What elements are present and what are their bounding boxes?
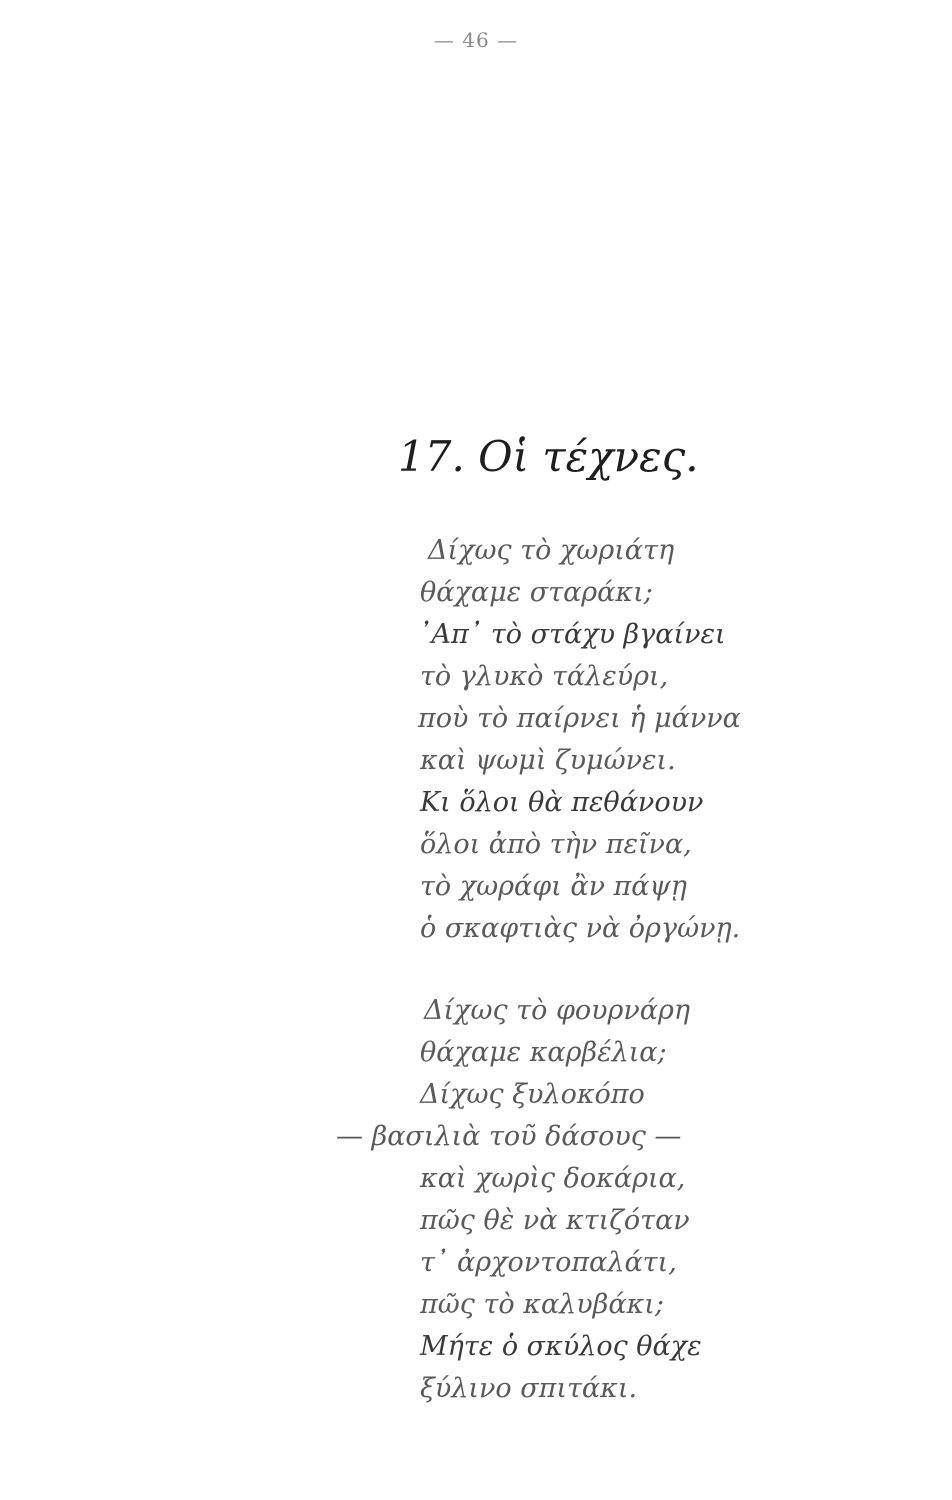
verse-line (0, 1326, 952, 1368)
poem-title: 17. Οἱ τέχνες. (398, 432, 699, 481)
verse-text: ὁ σκαφτιὰς νὰ ὀργώνῃ. (420, 913, 741, 944)
verse-line (0, 1200, 952, 1242)
verse-text: καὶ χωρὶς δοκάρια, (420, 1163, 686, 1194)
verse-line (0, 1032, 952, 1074)
verse-line (0, 990, 952, 1032)
verse-line (0, 1116, 952, 1158)
verse-text: πῶς τὸ καλυβάκι; (420, 1289, 664, 1320)
verse-line (0, 1074, 952, 1116)
verse-line (0, 1158, 952, 1200)
verse-line (0, 908, 952, 950)
verse-line (0, 866, 952, 908)
stanza-1 (0, 530, 952, 950)
verse-text: Δίχως τὸ χωριάτη (428, 535, 675, 566)
verse-text: Δίχως τὸ φουρνάρη (424, 995, 691, 1026)
verse-text: θάχαμε σταράκι; (420, 577, 653, 608)
verse-text: — βασιλιὰ τοῦ δάσους — (336, 1121, 682, 1152)
verse-text: τὸ χωράφι ἂν πάψῃ (420, 871, 687, 902)
verse-line (0, 614, 952, 656)
verse-line (0, 782, 952, 824)
verse-text: ξύλινο σπιτάκι. (420, 1373, 638, 1404)
verse-text: ὅλοι ἀπὸ τὴν πεῖνα, (420, 829, 692, 860)
verse-text: θάχαμε καρβέλια; (420, 1037, 667, 1068)
verse-text: ποὺ τὸ παίρνει ἡ μάννα (418, 703, 741, 734)
verse-text: Μήτε ὁ σκύλος θάχε (420, 1331, 702, 1362)
verse-text: τ᾿ ἀρχοντοπαλάτι, (420, 1247, 677, 1278)
verse-line (0, 1284, 952, 1326)
verse-text: Κι ὅλοι θὰ πεθάνουν (420, 787, 704, 818)
verse-line (0, 1368, 952, 1410)
page-number: — 46 — (433, 28, 519, 52)
verse-line (0, 530, 952, 572)
verse-line (0, 572, 952, 614)
verse-line (0, 1242, 952, 1284)
verse-text: πῶς θὲ νὰ κτιζόταν (420, 1205, 690, 1236)
verse-line (0, 824, 952, 866)
verse-line (0, 740, 952, 782)
verse-text: καὶ ψωμὶ ζυμώνει. (420, 745, 676, 776)
verse-line (0, 698, 952, 740)
verse-line (0, 656, 952, 698)
verse-text: τὸ γλυκὸ τάλεύρι, (420, 661, 669, 692)
verse-text: Δίχως ξυλοκόπο (420, 1079, 645, 1110)
verse-text: ᾿Απ᾿ τὸ στάχυ βγαίνει (418, 619, 726, 650)
stanza-2 (0, 990, 952, 1410)
